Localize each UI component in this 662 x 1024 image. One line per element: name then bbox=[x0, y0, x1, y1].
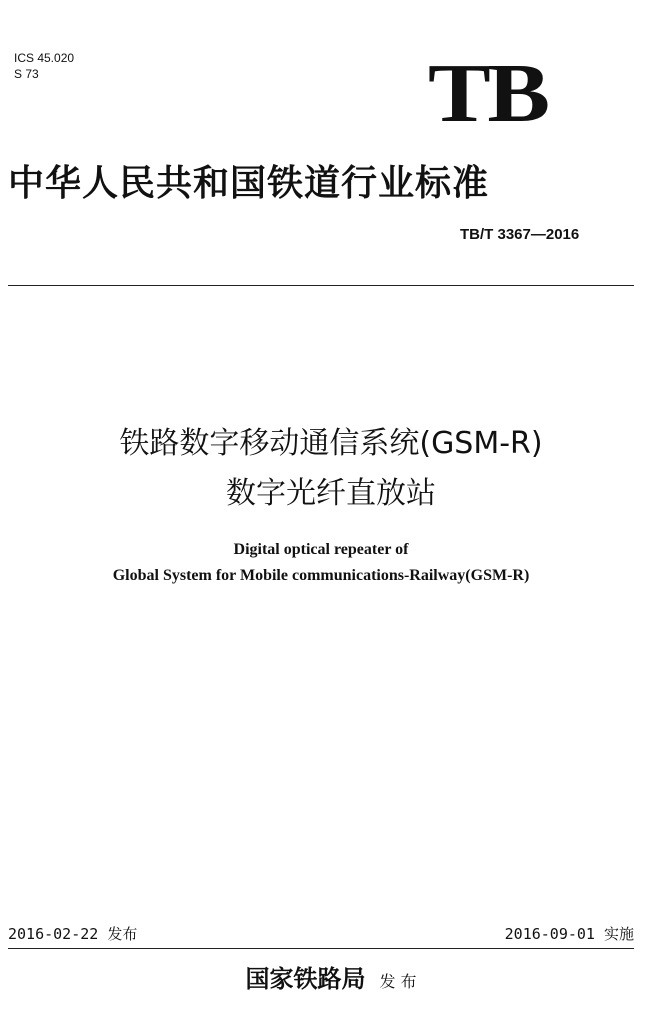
classification-codes bbox=[14, 50, 74, 82]
publisher-name: 国家铁路局 bbox=[245, 964, 366, 993]
publisher bbox=[0, 964, 662, 997]
bottom-divider bbox=[8, 948, 634, 949]
english-title-line-1: Digital optical repeater of bbox=[233, 541, 409, 558]
implementation-date: 2016-09-01 实施 bbox=[504, 925, 634, 943]
tb-logo: TB bbox=[428, 47, 547, 140]
english-title-line-2: Global System for Mobile communications-Railway(GSM-R) bbox=[112, 567, 530, 584]
publisher-verb: 发 布 bbox=[379, 972, 417, 991]
standard-category-title: 中华人民共和国铁道行业标准 bbox=[8, 163, 490, 204]
chinese-title-line-1: 铁路数字移动通信系统(GSM-R) bbox=[119, 426, 543, 461]
document-number: TB/T 3367—2016 bbox=[460, 226, 580, 243]
ics-code: ICS 45.020 bbox=[14, 51, 75, 65]
chinese-title-line-2: 数字光纤直放站 bbox=[226, 476, 436, 511]
top-divider bbox=[8, 285, 634, 286]
issue-date: 2016-02-22 发布 bbox=[8, 925, 138, 943]
ccs-code: S 73 bbox=[14, 67, 39, 81]
